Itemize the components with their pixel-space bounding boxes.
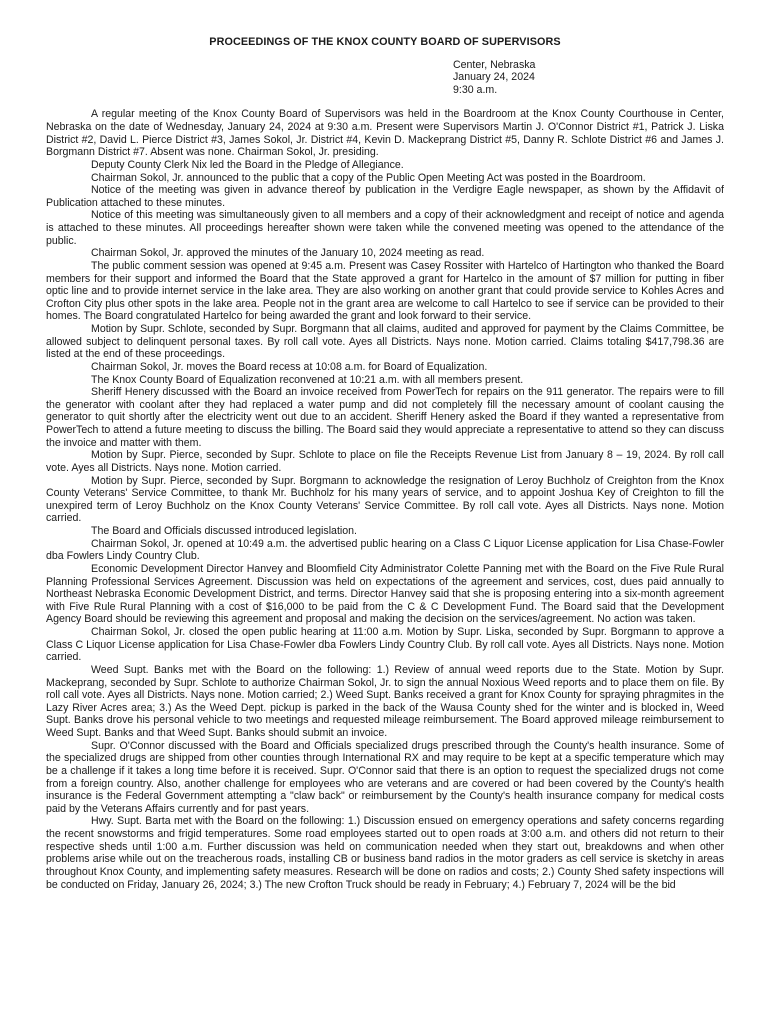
meeting-time: 9:30 a.m. — [453, 83, 498, 96]
paragraph-recess: Chairman Sokol, Jr. moves the Board recess at 10:08 a.m. for Board of Equalization. — [91, 360, 488, 373]
paragraph-reconvene: The Knox County Board of Equalization reconvened at 10:21 a.m. with all members present. — [91, 373, 524, 386]
paragraph-pledge: Deputy County Clerk Nix led the Board in the Pledge of Allegiance. — [91, 158, 404, 171]
paragraph-receipts-motion: Motion by Supr. Pierce, seconded by Supr. Schlote to place on file the Receipts Revenue List from January 8 – 19, 2024. By roll call vote. Ayes all Districts. Nays none. Motion carried. — [46, 449, 724, 474]
paragraph-economic-development: Economic Development Director Hanvey and Bloomfield City Administrator Colette Panning met with the Board on the Five Rule Rural Planning Professional Services Agreement. Discussion was held on expectations of the agreement and services, cost, dues paid annually to Northeast Nebraska Economic Development District, and terms. Director Hanvey said that she is proposing entering into a six-month agreement with Five Rule Rural Planning with a cost of $16,000 to be paid from the C & C Development Fund. The Board said that the Development Agency Board should be reviewing this agreement and proposal and making the decision on the services/agreement. No action was taken. — [46, 562, 724, 626]
paragraph-veterans-committee: Motion by Supr. Pierce, seconded by Supr. Borgmann to acknowledge the resignation of Leroy Buchholz of Creighton from the Knox County Veterans' Service Committee, to thank Mr. Buchholz for his many years of service, and to appoint Joshua Key of Creighton to fill the unexpired term of Leroy Buchholz on the Knox County Veterans' Service Committee. By roll call vote. Ayes all Districts. Nays none. Motion carried. — [46, 474, 724, 525]
meeting-date: January 24, 2024 — [453, 71, 535, 84]
proceedings-body — [46, 108, 724, 891]
paragraph-notice-publication: Notice of the meeting was given in advance thereof by publication in the Verdigre Eagle newspaper, as shown by the Affidavit of Publication attached to these minutes. — [46, 184, 724, 209]
paragraph-call-to-order: A regular meeting of the Knox County Board of Supervisors was held in the Boardroom at the Knox County Courthouse in Center, Nebraska on the date of Wednesday, January 24, 2024 at 9:30 a.m. Present were Supervisors Martin J. O'Connor District #1, Patrick J. Liska District #2, David L. Pierce District #3, James Sokol, Jr. District #4, Kevin D. Mackeprang District #5, Danny R. Schlote District #6 and James J. Borgmann District #7. Absent was none. Chairman Sokol, Jr. presiding. — [46, 108, 724, 159]
paragraph-weed-supt: Weed Supt. Banks met with the Board on the following: 1.) Review of annual weed reports due to the State. Motion by Supr. Mackeprang, seconded by Supr. Schlote to authorize Chairman Sokol, Jr. to sign the annual Noxious Weed reports and to place them on file. By roll call vote. Ayes all Districts. Nays none. Motion carried; 2.) Weed Supt. Banks received a grant for Knox County for spraying phragmites in the Lazy River Acres area; 3.) As the Weed Dept. pickup is parked in the back of the Wausa County shed for the winter and is blocked in, Weed Supt. Banks drove his personal vehicle to two meetings and requested mileage reimbursement. The Board approved mileage reimbursement to Weed Supt. Banks and that Weed Supt. Banks should submit an invoice. — [46, 663, 724, 740]
paragraph-highway-supt: Hwy. Supt. Barta met with the Board on the following: 1.) Discussion ensued on emergency operations and safety concerns regarding the recent snowstorms and frigid temperatures. Some road employees started out to open roads at 3:00 a.m. and others did not return to their respective sheds until 1:00 a.m. Further discussion was held on communication needed when they start out, breakdowns and when other problems arise while out on the treacherous roads, installing CB or business band radios in the motor graders as cell service is sketchy in areas throughout Knox County, and implementing safety measures. Research will be done on radios and costs; 2.) County Shed safety inspections will be conducted on Friday, January 26, 2024; 3.) The new Crofton Truck should be ready in February; 4.) February 7, 2024 will be the bid — [46, 815, 724, 891]
paragraph-sheriff-generator: Sheriff Henery discussed with the Board an invoice received from PowerTech for repairs on the 911 generator. The repairs were to fill the generator with coolant after they had replaced a water pump and did not completely fill the necessary amount of coolant causing the generator to quit shortly after the electricity went out due to an accident. Sheriff Henery asked the Board if they wanted a representative from PowerTech to attend a future meeting to discuss the billing. The Board said they would appreciate a representative to attend so they can discuss the invoice and matter with them. — [46, 386, 724, 449]
paragraph-open-meeting-act: Chairman Sokol, Jr. announced to the public that a copy of the Public Open Meeting Act was posted in the Boardroom. — [91, 171, 646, 184]
paragraph-health-insurance: Supr. O'Connor discussed with the Board and Officials specialized drugs prescribed through the County's health insurance. Some of the specialized drugs are shipped from other counties through International RX and may require to be kept at a specific temperature which may be a challenge if it takes a long time before it is received. Supr. O'Connor said that there is an option to request the specialized drugs not come from a foreign country. Also, another challenge for employees who are veterans and are covered or had been covered by the County's health insurance is the Federal Government attempting a "claw back" or reimbursement by the County's health insurance company for medical costs paid by the Veterans Affairs currently and for past years. — [46, 739, 724, 815]
paragraph-minutes-approved: Chairman Sokol, Jr. approved the minutes of the January 10, 2024 meeting as read. — [91, 247, 485, 260]
meeting-place-date — [453, 59, 724, 97]
paragraph-liquor-hearing-open: Chairman Sokol, Jr. opened at 10:49 a.m. the advertised public hearing on a Class C Liquor License application for Lisa Chase-Fowler dba Fowlers Lindy Country Club. — [46, 537, 724, 563]
paragraph-notice-members: Notice of this meeting was simultaneously given to all members and a copy of their acknowledgment and receipt of notice and agenda is attached to these minutes. All proceedings hereafter shown were taken while the convened meeting was opened to the attendance of the public. — [46, 209, 724, 247]
meeting-location: Center, Nebraska — [453, 58, 536, 71]
paragraph-legislation: The Board and Officials discussed introduced legislation. — [91, 525, 357, 538]
document-title: PROCEEDINGS OF THE KNOX COUNTY BOARD OF SUPERVISORS — [209, 36, 561, 48]
paragraph-claims-motion: Motion by Supr. Schlote, seconded by Supr. Borgmann that all claims, audited and approved for payment by the Claims Committee, be allowed subject to delinquent personal taxes. By roll call vote. Ayes all Districts. Nays none. Motion carried. Claims totaling $417,798.36 are listed at the end of these proceedings. — [46, 323, 724, 361]
paragraph-public-comment: The public comment session was opened at 9:45 a.m. Present was Casey Rossiter with Hartelco of Hartington who thanked the Board members for their support and informed the Board that the State approved a grant for Hartelco in the amount of $7 million for putting in fiber optic line and to provide internet service in the lake area. They are also working on another grant that could provide service to Kohles Acres and Crofton City plus other spots in the lake area. People not in the grant area are welcome to call Hartelco to see if service can be provided to their homes. The Board congratulated Hartelco for being awarded the grant and look forward to their service. — [46, 259, 724, 323]
paragraph-liquor-hearing-close: Chairman Sokol, Jr. closed the open public hearing at 11:00 a.m. Motion by Supr. Liska, seconded by Supr. Borgmann to approve a Class C Liquor License application for Lisa Chase-Fowler dba Fowlers Lindy Country Club. By roll call vote. Ayes all Districts. Nays none. Motion carried. — [46, 626, 724, 664]
